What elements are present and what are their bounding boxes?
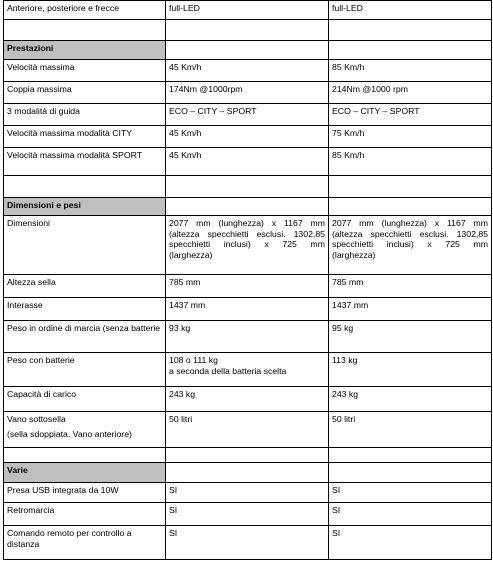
value-model-1: 785 mm [166, 275, 329, 298]
table-row [4, 321, 492, 353]
value-model-2: 243 kg [329, 387, 492, 412]
spacer-row [4, 448, 492, 463]
section-header-row [4, 198, 492, 216]
table-row [4, 353, 492, 387]
empty-cell [329, 463, 492, 483]
value-model-1: full-LED [166, 1, 329, 20]
value-model-1: SI [166, 503, 329, 526]
empty-cell [166, 41, 329, 60]
table-row [4, 412, 492, 448]
row-label: Comando remoto per controllo a distanza [4, 526, 166, 560]
row-label: Interasse [4, 298, 166, 321]
table-row [4, 60, 492, 82]
value-model-1: 1437 mm [166, 298, 329, 321]
spacer-row [4, 20, 492, 41]
value-model-1: 174Nm @1000rpm [166, 82, 329, 104]
table-row [4, 503, 492, 526]
section-header-row [4, 41, 492, 60]
empty-cell [329, 176, 492, 198]
value-model-2: SI [329, 526, 492, 560]
section-heading: Dimensioni e pesi [4, 198, 166, 216]
row-label: 3 modalità di guida [4, 104, 166, 126]
value-model-2: 85 Km/h [329, 148, 492, 176]
value-model-1: 93 kg [166, 321, 329, 353]
table-row [4, 82, 492, 104]
label-line: (sella sdoppiata. Vano anteriore) [7, 428, 132, 439]
value-model-2: 214Nm @1000 rpm [329, 82, 492, 104]
value-model-2: 113 kg [329, 353, 492, 387]
value-model-2: 1437 mm [329, 298, 492, 321]
row-label: Presa USB integrata da 10W [4, 483, 166, 503]
row-label: Coppia massima [4, 82, 166, 104]
row-label: Dimensioni [4, 216, 166, 275]
table-row [4, 526, 492, 560]
row-label: Velocità massima modalità SPORT [4, 148, 166, 176]
row-label: Anteriore, posteriore e frecce [4, 1, 166, 20]
section-heading: Prestazioni [4, 41, 166, 60]
row-label: Velocità massima [4, 60, 166, 82]
value-model-1: ECO – CITY – SPORT [166, 104, 329, 126]
empty-cell [4, 448, 166, 463]
table-row [4, 216, 492, 275]
spacer-row [4, 176, 492, 198]
empty-cell [166, 176, 329, 198]
empty-cell [166, 198, 329, 216]
value-model-2: SI [329, 483, 492, 503]
empty-cell [329, 198, 492, 216]
row-label [4, 412, 166, 448]
row-label: Retromarcia [4, 503, 166, 526]
value-model-1: 243 kg [166, 387, 329, 412]
value-line: a seconda della batteria scelta [169, 365, 287, 376]
value-line: 108 o 111 kg [169, 355, 218, 365]
value-model-1: 50 litri [166, 412, 329, 448]
value-model-1: SI [166, 483, 329, 503]
empty-cell [166, 448, 329, 463]
table-row [4, 104, 492, 126]
value-model-1: 45 Km/h [166, 148, 329, 176]
row-label: Velocità massima modalità CITY [4, 126, 166, 148]
value-model-2: 95 kg [329, 321, 492, 353]
row-label: Peso in ordine di marcia (senza batterie [4, 321, 166, 353]
value-model-1: 45 Km/h [166, 126, 329, 148]
empty-cell [166, 20, 329, 41]
table-row [4, 148, 492, 176]
section-header-row [4, 463, 492, 483]
section-heading: Varie [4, 463, 166, 483]
table-row [4, 298, 492, 321]
table-row [4, 275, 492, 298]
value-model-2: 75 Km/h [329, 126, 492, 148]
value-model-1 [166, 353, 329, 387]
table-row [4, 1, 492, 20]
empty-cell [4, 176, 166, 198]
value-model-2: 785 mm [329, 275, 492, 298]
spec-table [3, 0, 492, 560]
table-row [4, 126, 492, 148]
value-model-2: 85 Km/h [329, 60, 492, 82]
label-line: Vano sottosella [7, 414, 66, 424]
value-model-2: SI [329, 503, 492, 526]
empty-cell [329, 20, 492, 41]
value-model-2: 50 litri [329, 412, 492, 448]
value-model-1: 45 Km/h [166, 60, 329, 82]
empty-cell [4, 20, 166, 41]
row-label: Altezza sella [4, 275, 166, 298]
row-label: Capacità di carico [4, 387, 166, 412]
empty-cell [329, 448, 492, 463]
value-model-2: 2077 mm (lunghezza) x 1167 mm (altezza specchietti esclusi. 1302,85 specchietti inclusi) x 725 mm (larghezza) [329, 216, 492, 275]
row-label: Peso con batterie [4, 353, 166, 387]
value-model-1: 2077 mm (lunghezza) x 1167 mm (altezza specchietti esclusi. 1302,85 specchietti inclusi) x 725 mm (larghezza) [166, 216, 329, 275]
table-row [4, 387, 492, 412]
value-model-2: full-LED [329, 1, 492, 20]
value-model-2: ECO – CITY – SPORT [329, 104, 492, 126]
value-model-1: SI [166, 526, 329, 560]
empty-cell [329, 41, 492, 60]
empty-cell [166, 463, 329, 483]
table-row [4, 483, 492, 503]
